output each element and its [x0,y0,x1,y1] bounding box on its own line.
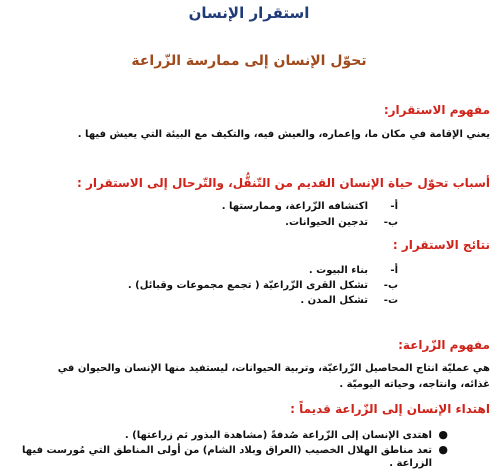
lesson-subtitle: تحوّل الإنسان إلى ممارسة الزّراعة [131,53,367,69]
agriculture-definition-line: هي عمليّة انتاج المحاصيل الزّراعيّة، وتربية الحيوانات، ليستفيد منها الإنسان والحيوان في [57,363,490,374]
agriculture-definition-line: غذائه، وانتاجه، وحياته اليوميّة . [339,379,490,390]
settlement-result-item [128,280,398,291]
item-text: بناء البيوت . [308,265,368,276]
settlement-results-heading: نتائج الاستقرار : [392,238,490,252]
agriculture-definition-heading: مفهوم الزّراعة: [398,338,490,352]
item-marker: أ- [390,265,398,276]
agriculture-origin-bullet [125,428,448,441]
bullet-text: تعد مناطق الهلال الخصيب (العراق وبلاد الشام) من أولى المناطق التي مُورست فيها [22,445,432,456]
item-marker: أ- [390,201,398,212]
settlement-causes-heading: أسباب تحوّل حياة الإنسان القديم من التّنقُّل، والتّرحال إلى الاستقرار : [77,176,490,190]
item-marker: ب- [383,280,398,291]
settlement-cause-item [222,201,398,212]
settlement-result-item [300,295,398,306]
item-text: اكتشافه الزّراعة، وممارستها . [221,201,368,212]
bullet-text: اهتدى الإنسان إلى الزّراعة صُدفةً (مشاهدة البذور ثم زراعتها) . [124,430,432,441]
bullet-icon: ● [438,428,448,441]
item-marker: ب- [383,217,398,228]
agriculture-origin-bullet [22,443,448,456]
bullet-icon: ● [438,443,448,456]
settlement-result-item [309,265,398,276]
item-text: تدجين الحيوانات. [285,217,368,228]
document-title: استقرار الإنسان [188,4,310,22]
settlement-definition-heading: مفهوم الاستقرار: [383,103,490,117]
agriculture-origins-heading: اهتداء الإنسان إلى الزّراعة قديماً : [290,402,490,416]
item-marker: ت- [383,295,398,306]
item-text: تشكل المدن . [300,295,368,306]
item-text: تشكل القرى الزّراعيّة ( تجمع مجموعات وقبائل) . [127,280,368,291]
settlement-cause-item [285,217,398,228]
bullet-continuation: الزراعة . [389,458,432,469]
settlement-definition-text: يعني الإقامة في مكان ما، وإعماره، والعيش فيه، والتكيف مع البيئة التي يعيش فيها . [77,129,490,140]
